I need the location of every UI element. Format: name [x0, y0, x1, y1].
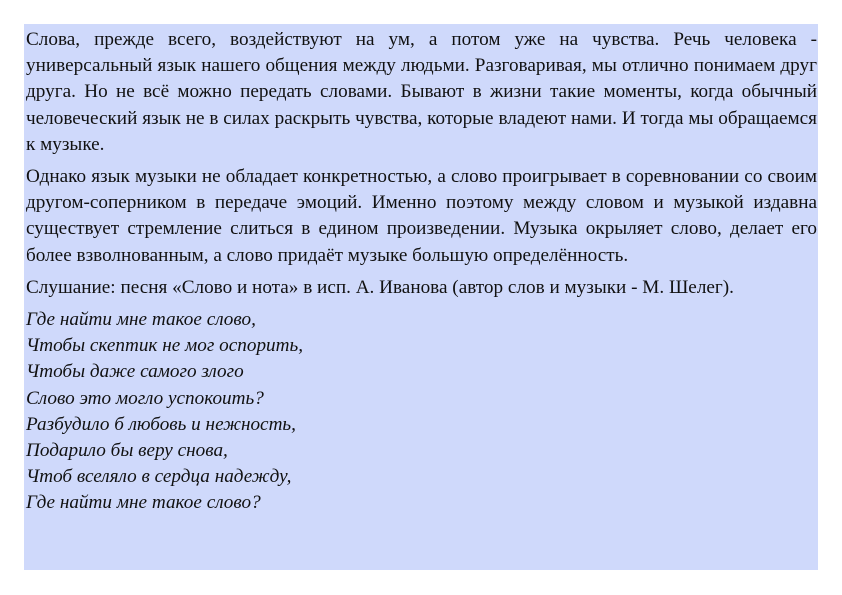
lyric-line: Слово это могло успокоить? [26, 387, 264, 409]
highlighted-text-block [24, 24, 818, 570]
lyric-line: Чтобы скептик не мог оспорить, [26, 335, 304, 357]
lyric-line: Разбудило б любовь и нежность, [26, 413, 296, 435]
lyric-line: Где найти мне такое слово? [26, 492, 261, 514]
lyric-line: Чтоб вселяло в сердца надежду, [26, 466, 292, 488]
lyric-line: Подарило бы веру снова, [26, 440, 228, 462]
paragraph-listening-assignment: Слушание: песня «Слово и нота» в исп. А. Иванова (автор слов и музыки - М. Шелег). [26, 276, 734, 298]
paragraph-music-and-word: Однако язык музыки не обладает конкретностью, а слово проигрывает в соревновании со своим другом-соперником в передаче эмоций. Именно поэтому между словом и музыкой издавна существует стремление слиться в едином произведении. Музыка окрыляет слово, делает его более взволнованным, а слово придаёт музыке большую определённость. [26, 166, 817, 266]
paragraph-words-and-feelings: Слова, прежде всего, воздействуют на ум, а потом уже на чувства. Речь человека - универсальный язык нашего общения между людьми. Разговаривая, мы отлично понимаем друг друга. Но не всё можно передать словами. Бывают в жизни такие моменты, когда обычный человеческий язык не в силах раскрыть чувства, которые владеют нами. И тогда мы обращаемся к музыке. [26, 29, 817, 155]
song-lyrics [26, 307, 817, 517]
lyric-line: Чтобы даже самого злого [26, 361, 244, 383]
lyric-line: Где найти мне такое слово, [26, 309, 256, 331]
